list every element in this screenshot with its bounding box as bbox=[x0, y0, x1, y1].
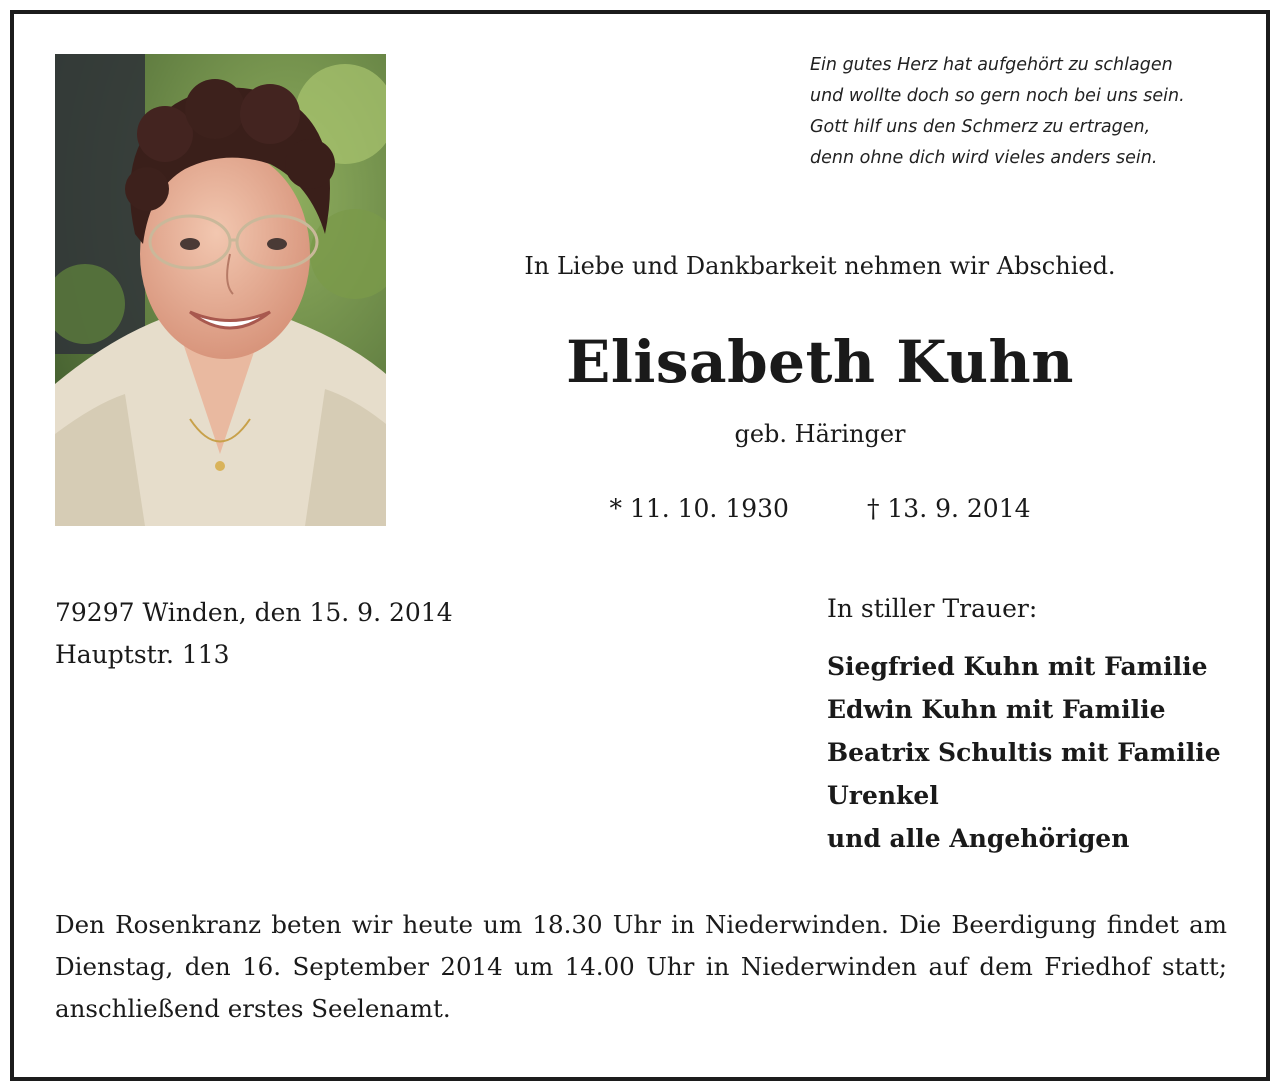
memorial-poem bbox=[810, 50, 1185, 174]
mourner-name: Siegfried Kuhn mit Familie bbox=[827, 652, 1208, 681]
mourner-name: Edwin Kuhn mit Familie bbox=[827, 695, 1166, 724]
farewell-line: In Liebe und Dankbarkeit nehmen wir Abschied. bbox=[524, 252, 1116, 280]
life-dates bbox=[430, 494, 1210, 523]
street-address: Hauptstr. 113 bbox=[55, 640, 230, 669]
maiden-name: geb. Häringer bbox=[734, 420, 906, 448]
mourners-label: In stiller Trauer: bbox=[827, 594, 1038, 623]
funeral-notice: Den Rosenkranz beten wir heute um 18.30 Uhr in Niederwinden. Die Beerdigung findet am Dienstag, den 16. September 2014 um 14.00 Uhr in Niederwinden auf dem Friedhof statt; anschließend erstes Seelenamt. bbox=[55, 910, 1227, 1023]
mourner-name: Beatrix Schultis mit Familie bbox=[827, 738, 1221, 767]
poem-line: Ein gutes Herz hat aufgehört zu schlagen bbox=[810, 55, 1173, 75]
poem-line: und wollte doch so gern noch bei uns sein. bbox=[810, 86, 1185, 106]
portrait-photo bbox=[55, 54, 386, 526]
poem-line: Gott hilf uns den Schmerz zu ertragen, bbox=[810, 117, 1151, 137]
place-date: 79297 Winden, den 15. 9. 2014 bbox=[55, 598, 453, 627]
address-block bbox=[55, 592, 453, 676]
death-date: † 13. 9. 2014 bbox=[866, 494, 1031, 523]
poem-line: denn ohne dich wird vieles anders sein. bbox=[810, 148, 1158, 168]
mourners-list bbox=[827, 645, 1221, 860]
birth-date: * 11. 10. 1930 bbox=[609, 494, 789, 523]
deceased-name: Elisabeth Kuhn bbox=[566, 328, 1074, 396]
mourner-name: und alle Angehörigen bbox=[827, 824, 1130, 853]
mourner-name: Urenkel bbox=[827, 781, 939, 810]
